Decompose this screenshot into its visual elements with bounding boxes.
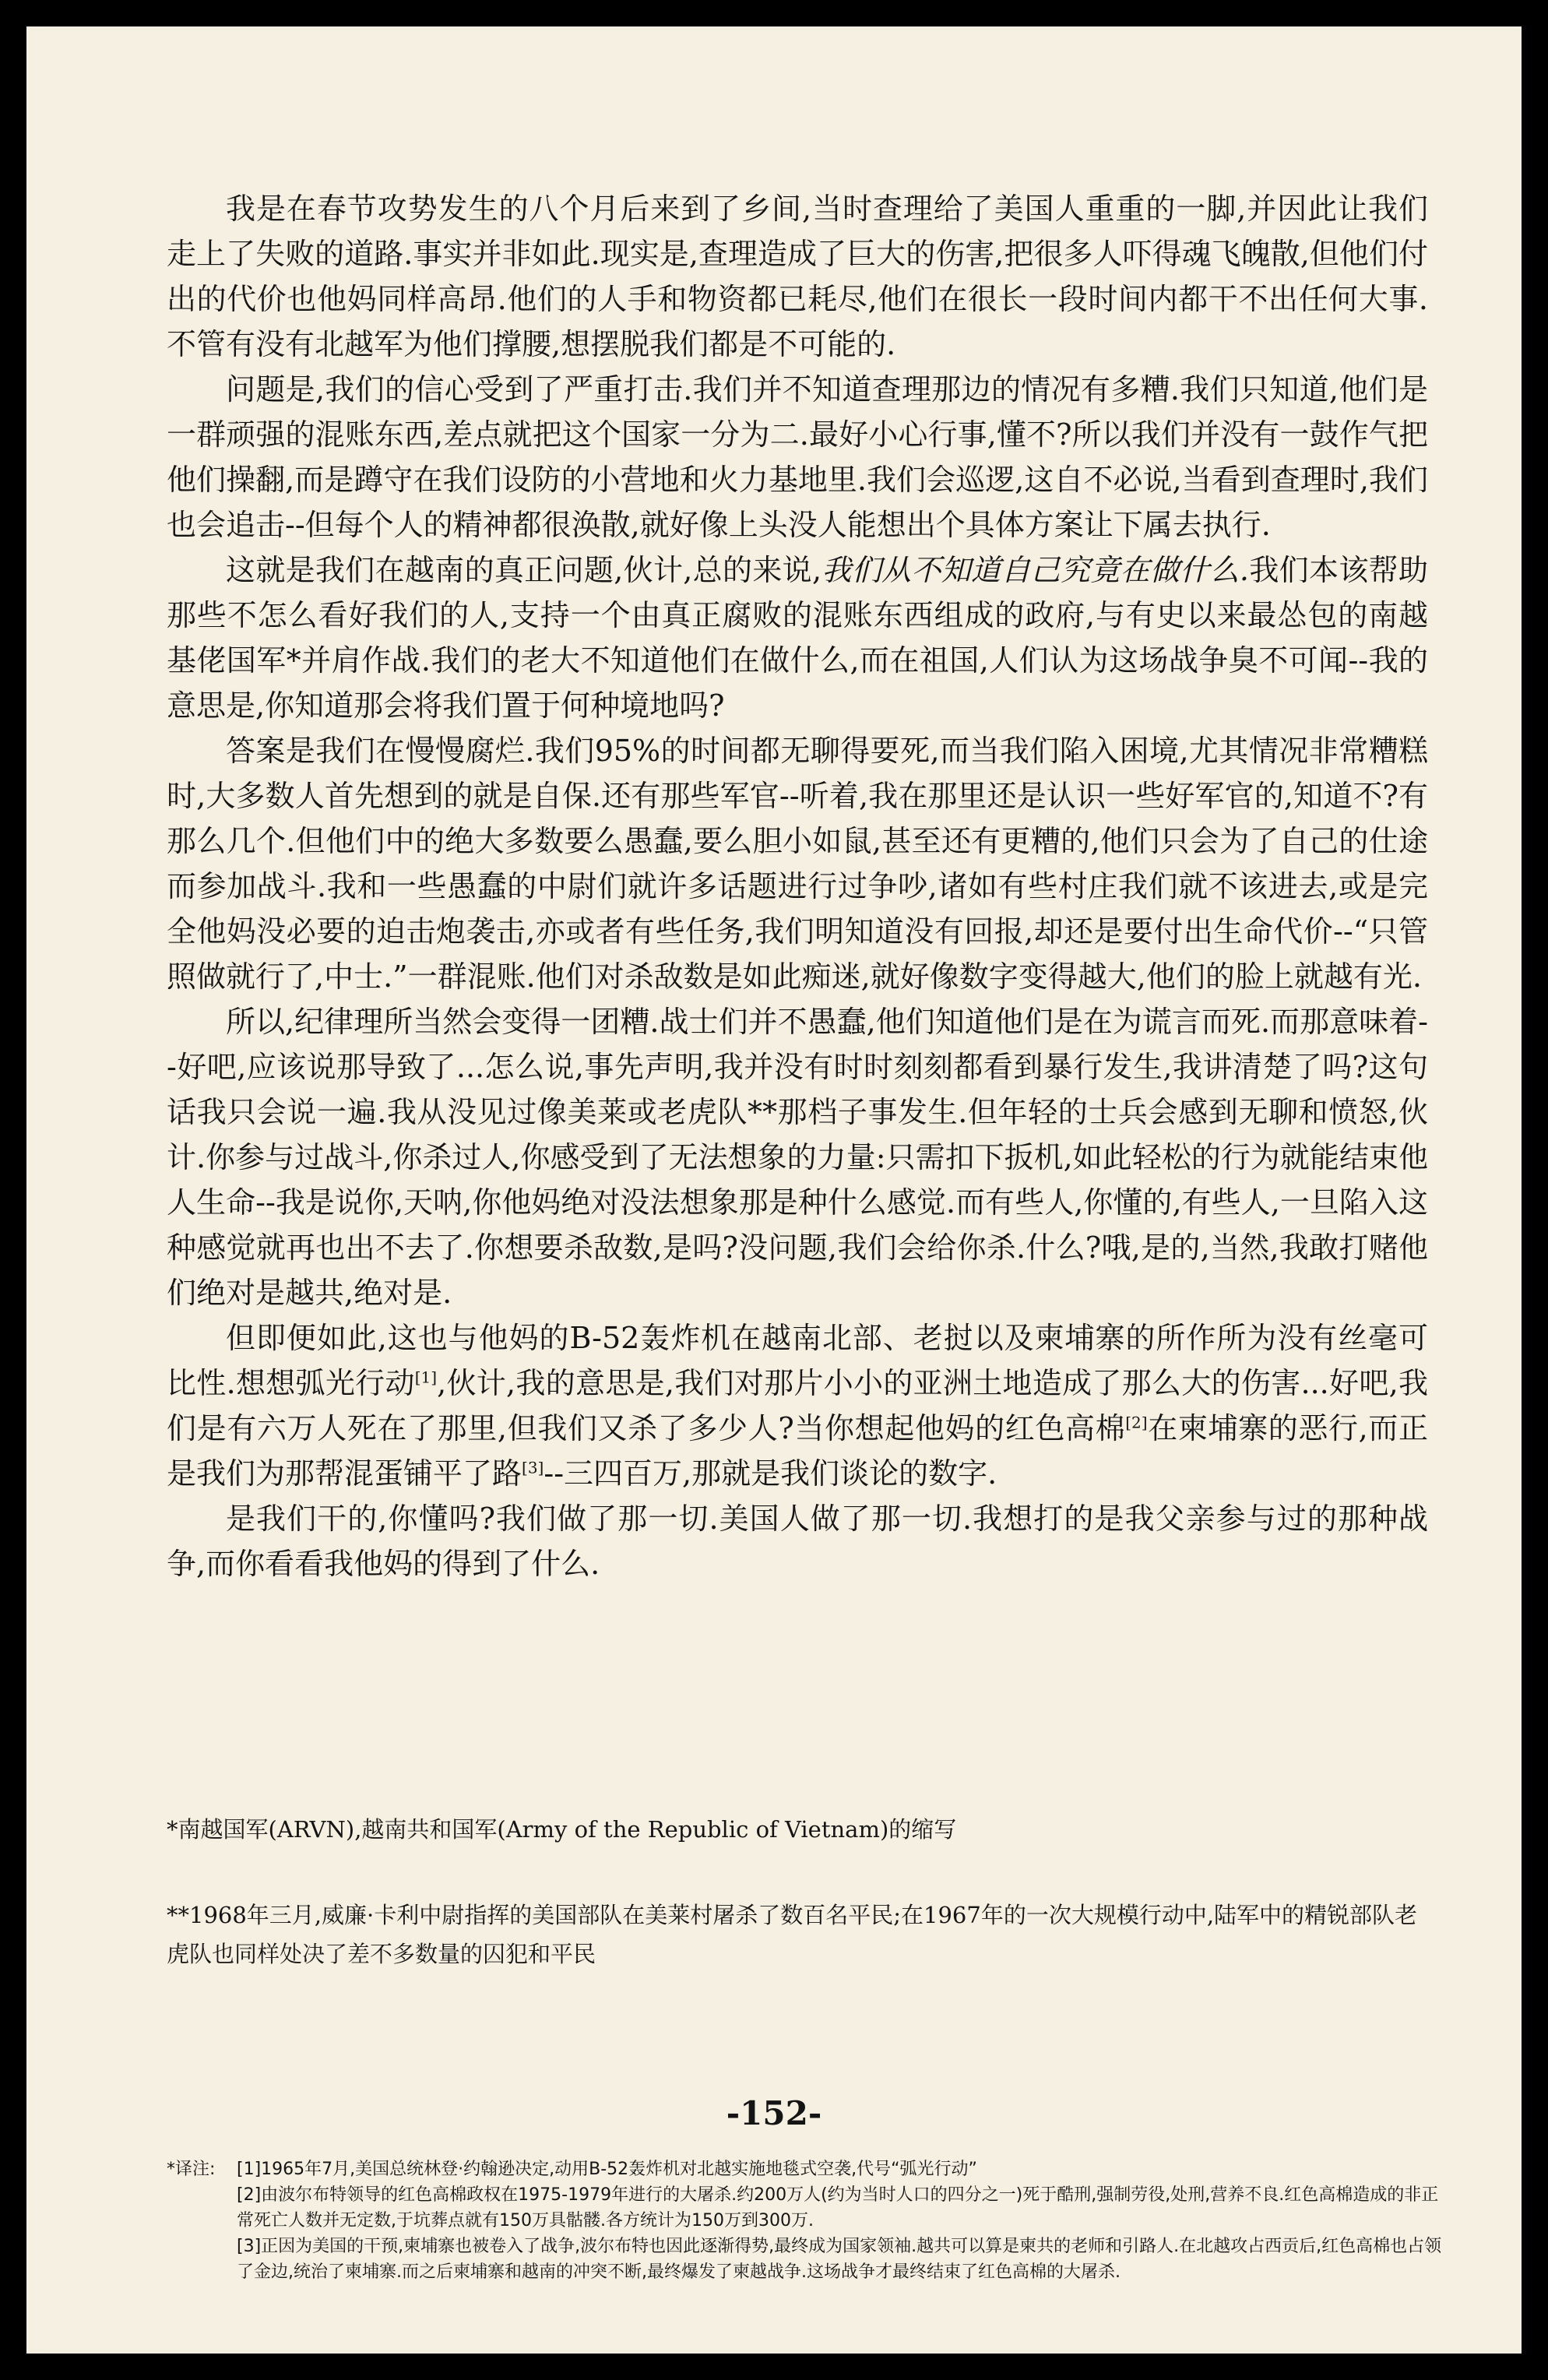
note-ref-2: [2] xyxy=(1125,1413,1148,1432)
translator-note-2: [2]由波尔布特领导的红色高棉政权在1975-1979年进行的大屠杀.约200万人(约为当时人口的四分之一)死于酷刑,强制劳役,处刑,营养不良.红色高棉造成的非正常死亡人数并无定数,于坑葬点就有150万具骷髅.各方统计为150万到300万. xyxy=(237,2185,1439,2230)
comic-text-page xyxy=(26,26,1522,2354)
paragraph-1: 我是在春节攻势发生的八个月后来到了乡间,当时查理给了美国人重重的一脚,并因此让我们走上了失败的道路.事实并非如此.现实是,查理造成了巨大的伤害,把很多人吓得魂飞魄散,但他们付出的代价也他妈同样高昂.他们的人手和物资都已耗尽,他们在很长一段时间内都干不出任何大事.不管有没有北越军为他们撑腰,想摆脱我们都是不可能的. xyxy=(167,192,1428,361)
main-narrative xyxy=(167,186,1428,1586)
note-ref-1: [1] xyxy=(414,1368,438,1387)
paragraph-3-part-2: 我们本该帮助那些不怎么看好我们的人,支持一个由真正腐败的混账东西组成的政府,与有史以来最怂包的南越基佬国军*并肩作战.我们的老大不知道他们在做什么,而在祖国,人们认为这场战争臭不可闻--我的意思是,你知道那会将我们置于何种境地吗? xyxy=(167,553,1428,723)
footnote-my-lai: **1968年三月,威廉·卡利中尉指挥的美国部队在美莱村屠杀了数百名平民;在1967年的一次大规模行动中,陆军中的精锐部队老虎队也同样处决了差不多数量的囚犯和平民 xyxy=(167,1902,1418,1967)
paragraph-6 xyxy=(167,1315,1428,1496)
paragraph-6-part-2: ,伙计,我的意思是,我们对那片小小的亚洲土地造成了那么大的伤害...好吧,我们是有六万人死在了那里,但我们又杀了多少人?当你想起他妈的红色高棉 xyxy=(167,1366,1428,1445)
paragraph-5: 所以,纪律理所当然会变得一团糟.战士们并不愚蠢,他们知道他们是在为谎言而死.而那意味着--好吧,应该说那导致了...怎么说,事先声明,我并没有时时刻刻都看到暴行发生,我讲清楚了吗?这句话我只会说一遍.我从没见过像美莱或老虎队**那档子事发生.但年轻的士兵会感到无聊和愤怒,伙计.你参与过战斗,你杀过人,你感受到了无法想象的力量:只需扣下扳机,如此轻松的行为就能结束他人生命--我是说你,天呐,你他妈绝对没法想象那是种什么感觉.而有些人,你懂的,有些人,一旦陷入这种感觉就再也出不去了.你想要杀敌数,是吗?没问题,我们会给你杀.什么?哦,是的,当然,我敢打赌他们绝对是越共,绝对是. xyxy=(167,1005,1428,1310)
translator-note-3: [3]正因为美国的干预,柬埔寨也被卷入了战争,波尔布特也因此逐渐得势,最终成为国家领袖.越共可以算是柬共的老师和引路人.在北越攻占西贡后,红色高棉也占领了金边,统治了柬埔寨.而之后柬埔寨和越南的冲突不断,最终爆发了柬越战争.这场战争才最终结束了红色高棉的大屠杀. xyxy=(237,2237,1442,2282)
paragraph-4: 答案是我们在慢慢腐烂.我们95%的时间都无聊得要死,而当我们陷入困境,尤其情况非常糟糕时,大多数人首先想到的就是自保.还有那些军官--听着,我在那里还是认识一些好军官的,知道不?有那么几个.但他们中的绝大多数要么愚蠢,要么胆小如鼠,甚至还有更糟的,他们只会为了自己的仕途而参加战斗.我和一些愚蠢的中尉们就许多话题进行过争吵,诸如有些村庄我们就不该进去,或是完全他妈没必要的迫击炮袭击,亦或者有些任务,我们明知道没有回报,却还是要付出生命代价--“只管照做就行了,中士.”一群混账.他们对杀敌数是如此痴迷,就好像数字变得越大,他们的脸上就越有光. xyxy=(167,734,1428,994)
translator-notes xyxy=(167,2156,1444,2285)
paragraph-3 xyxy=(167,547,1428,728)
paragraph-6-part-4: --三四百万,那就是我们谈论的数字. xyxy=(544,1456,997,1491)
footnotes xyxy=(167,1810,1428,2020)
paragraph-6-part-3: 在柬埔寨的恶行,而正是我们为那帮混蛋铺平了路 xyxy=(167,1411,1428,1491)
translator-notes-label: *译注: xyxy=(167,2160,216,2179)
paragraph-6-part-1: 但即便如此,这也与他妈的B-52轰炸机在越南北部、老挝以及柬埔寨的所作所为没有丝毫可比性.想想弧光行动 xyxy=(167,1321,1428,1400)
paragraph-3-italic-phrase: 我们从不知道自己究竟在做什么. xyxy=(821,553,1250,587)
paragraph-7: 是我们干的,你懂吗?我们做了那一切.美国人做了那一切.我想打的是我父亲参与过的那种战争,而你看看我他妈的得到了什么. xyxy=(167,1502,1428,1581)
note-ref-3: [3] xyxy=(522,1458,544,1477)
page-number: -152- xyxy=(726,2094,822,2132)
paragraph-3-part-1: 这就是我们在越南的真正问题,伙计,总的来说, xyxy=(226,553,822,587)
translator-note-1: [1]1965年7月,美国总统林登·约翰逊决定,动用B-52轰炸机对北越实施地毯式空袭,代号“弧光行动” xyxy=(237,2160,977,2179)
paragraph-2: 问题是,我们的信心受到了严重打击.我们并不知道查理那边的情况有多糟.我们只知道,他们是一群顽强的混账东西,差点就把这个国家一分为二.最好小心行事,懂不?所以我们并没有一鼓作气把他们操翻,而是蹲守在我们设防的小营地和火力基地里.我们会巡逻,这自不必说,当看到查理时,我们也会追击--但每个人的精神都很涣散,就好像上头没人能想出个具体方案让下属去执行. xyxy=(167,372,1428,542)
footnote-arvn: *南越国军(ARVN),越南共和国军(Army of the Republic of Vietnam)的缩写 xyxy=(167,1816,957,1843)
